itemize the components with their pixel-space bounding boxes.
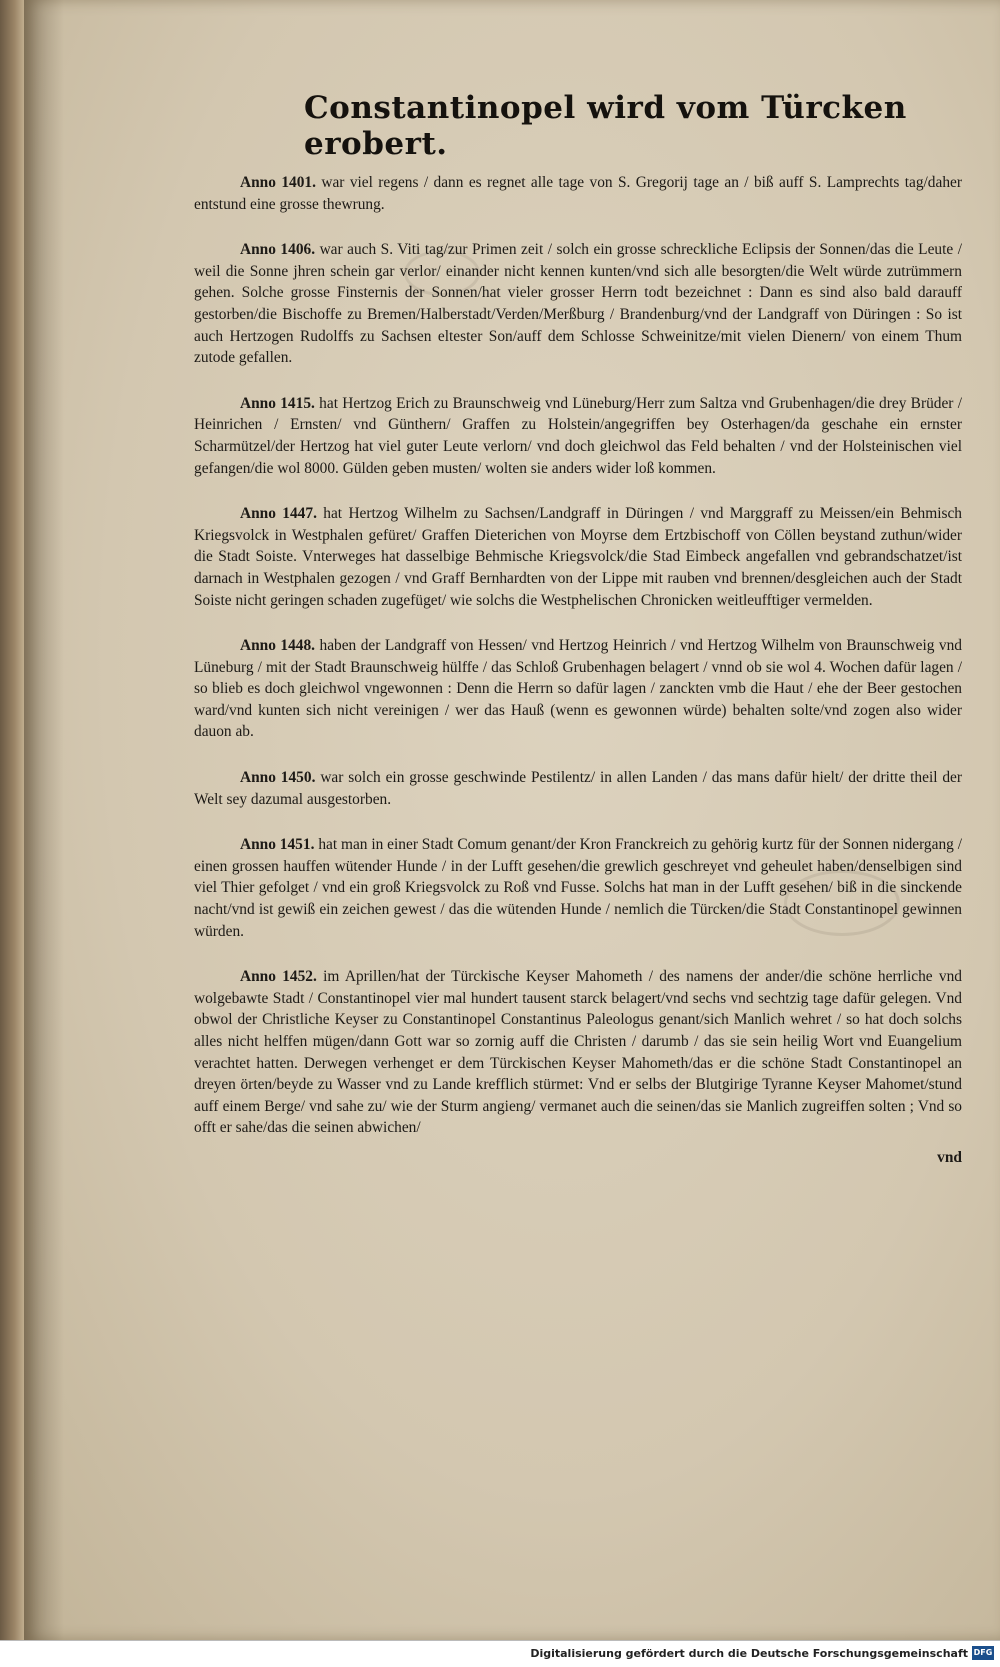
entry-year: Anno 1452.: [240, 968, 317, 986]
digitization-footer: [0, 1640, 1000, 1667]
page-title: Constantinopel wird vom Türcken erobert.: [304, 90, 907, 162]
entry-year: Anno 1450.: [240, 769, 316, 787]
entry-1448: [194, 635, 962, 743]
entry-1451: [194, 834, 962, 942]
funding-credit: Digitalisierung gefördert durch die Deutsche Forschungsgemeinschaft: [530, 1647, 968, 1660]
entry-text: haben der Landgraff von Hessen/ vnd Hertzog Heinrich / vnd Hertzog Wilhelm von Braunschweig vnd Lüneburg / mit der Stadt Braunschweig hülffe / das Schloß Grubenhagen belagert / vnnd ob sie wol 4. Wochen dafür lagen / so blieb es doch gleichwol vngewonnen : Denn die Herrn so dafür lagen / zanckten vmb die Haut / ehe der Beer gestochen ward/vnd kunten sich nicht vereinigen / wer das Hauß (wenn es gewonnen würde) behalten solte/vnd zogen also wider dauon ab.: [194, 637, 963, 741]
entry-year: Anno 1448.: [240, 637, 316, 655]
entry-1447: [194, 503, 962, 611]
entry-text: hat man in einer Stadt Comum genant/der Kron Franckreich zu gehörig kurtz für der Sonnen nidergang / einen grossen hauffen wütender Hunde / in der Lufft gesehen/die grewlich geschreyet vnd geheulet haben/denselbigen sind viel Thier gefolget / vnd ein groß Kriegsvolck zu Roß vnd Fusse. Solchs hat man in der Lufft gesehen/ biß in die sinckende nacht/vnd ist gewiß ein zeichen gewest / das die wütenden Hunde / nemlich die Türcken/die Stadt Constantinopel gewinnen würden.: [194, 836, 962, 940]
book-page: [24, 0, 1000, 1640]
entry-text: im Aprillen/hat der Türckische Keyser Mahometh / des namens der ander/die schöne herrliche vnd wolgebawte Stadt / Constantinopel vier mal hundert tausent starck belagert/vnd sechs vnd sechtzig tage dafür gelegen. Vnd obwol der Christliche Keyser zu Constantinopel Constantinus Paleologus genant/sich Manlich wehret / so hat doch solchs alles nicht helffen mügen/dann Gott war so zornig auff die Christen / darumb / das sie sein heilig Wort vnd Euangelium verachtet hatten. Derwegen verhenget er dem Türckischen Keyser Mahometh/das er die schöne Stadt Constantinopel an dreyen örten/beyde zu Wasser vnd zu Lande krefflich stürmet: Vnd er selbs der Blutgirige Tyranne Keyser Mahomet/stund auff einem Berge/ vnd sahe zu/ wie der Sturm angieng/ vermanet auch die seinen/das sie Manlich zugreiffen solten ; Vnd so offt er sahe/das die seinen abwichen/: [194, 968, 962, 1137]
entry-text: war auch S. Viti tag/zur Primen zeit / solch ein grosse schreckliche Eclipsis der Sonnen/das die Leute / weil die Sonne jhren schein gar verlor/ einander nicht kennen kunten/vnd sich alle besorgten/die Welt würde zutrümmern gehen. Solche grosse Finsternis der Sonnen/hat vieler grosser Herrn todt bezeichnet : Dann es sind also bald darauff gestorben/die Bischoffe zu Bremen/Halberstadt/Verden/Merßburg / Brandenburg/vnd der Landgraff von Düringen : So ist auch Hertzogen Rudolffs zu Sachsen eltester Son/auff dem Schlosse Schweinitze/mit vielen Dienern/ von einem Thum zutode gefallen.: [194, 241, 962, 367]
entry-1450: [194, 767, 962, 810]
book-spine-edge: [0, 0, 26, 1640]
entry-1452: [194, 966, 962, 1139]
entry-text: war solch ein grosse geschwinde Pestilentz/ in allen Landen / das mans dafür hielt/ der dritte theil der Welt sey dazumal ausgestorben.: [194, 769, 963, 808]
gutter-shadow: [24, 0, 64, 1640]
entry-year: Anno 1415.: [240, 394, 315, 412]
entry-1406: [194, 239, 962, 369]
entry-1401: [194, 172, 962, 215]
entry-text: hat Hertzog Erich zu Braunschweig vnd Lüneburg/Herr zum Saltza vnd Grubenhagen/die drey Brüder / Heinrichen / Ernsten/ vnd Günthern/ Graffen zu Holstein/angegriffen bey Osterhagen/da geschahe ein ernster Scharmützel/der Hertzog hat viel guter Leute verlorn/ vnd doch gleichwol das Feld behalten / vnd der Holsteinischen viel gefangen/die wol 8000. Gülden geben musten/ wolten sie anders wider loß kommen.: [194, 394, 962, 477]
catchword: vnd: [937, 1148, 962, 1166]
entry-year: Anno 1401.: [240, 174, 316, 191]
entry-text: hat Hertzog Wilhelm zu Sachsen/Landgraff in Düringen / vnd Marggraff zu Meissen/ein Behmisch Kriegsvolck in Westphalen gefüret/ Graffen Dieterichen von Moyrse dem Ertzbischoff von Cöllen beystand zuthun/wider die Stadt Soiste. Vnterweges hat dasselbige Behmische Kriegsvolck/die Stad Eimbeck angefallen vnd gebrandschatzet/ist darnach in Westphalen gezogen / vnd Graff Bernhardten von der Lippe mit rauben vnd brennen/desgleichen auch der Stadt Soiste nicht geringen schaden zugefüget/ wie solchs die Westphelischen Chronicken weitleufftiger vermelden.: [194, 505, 962, 609]
dfg-logo-icon: DFG: [972, 1646, 994, 1660]
entry-1415: [194, 393, 962, 479]
entry-text: war viel regens / dann es regnet alle tage von S. Gregorij tage an / biß auff S. Lamprechts tag/daher entstund eine grosse thewrung.: [194, 174, 962, 213]
entry-year: Anno 1451.: [240, 836, 315, 854]
entry-year: Anno 1406.: [240, 241, 316, 259]
page-content: [194, 90, 962, 1167]
entry-year: Anno 1447.: [240, 505, 317, 523]
